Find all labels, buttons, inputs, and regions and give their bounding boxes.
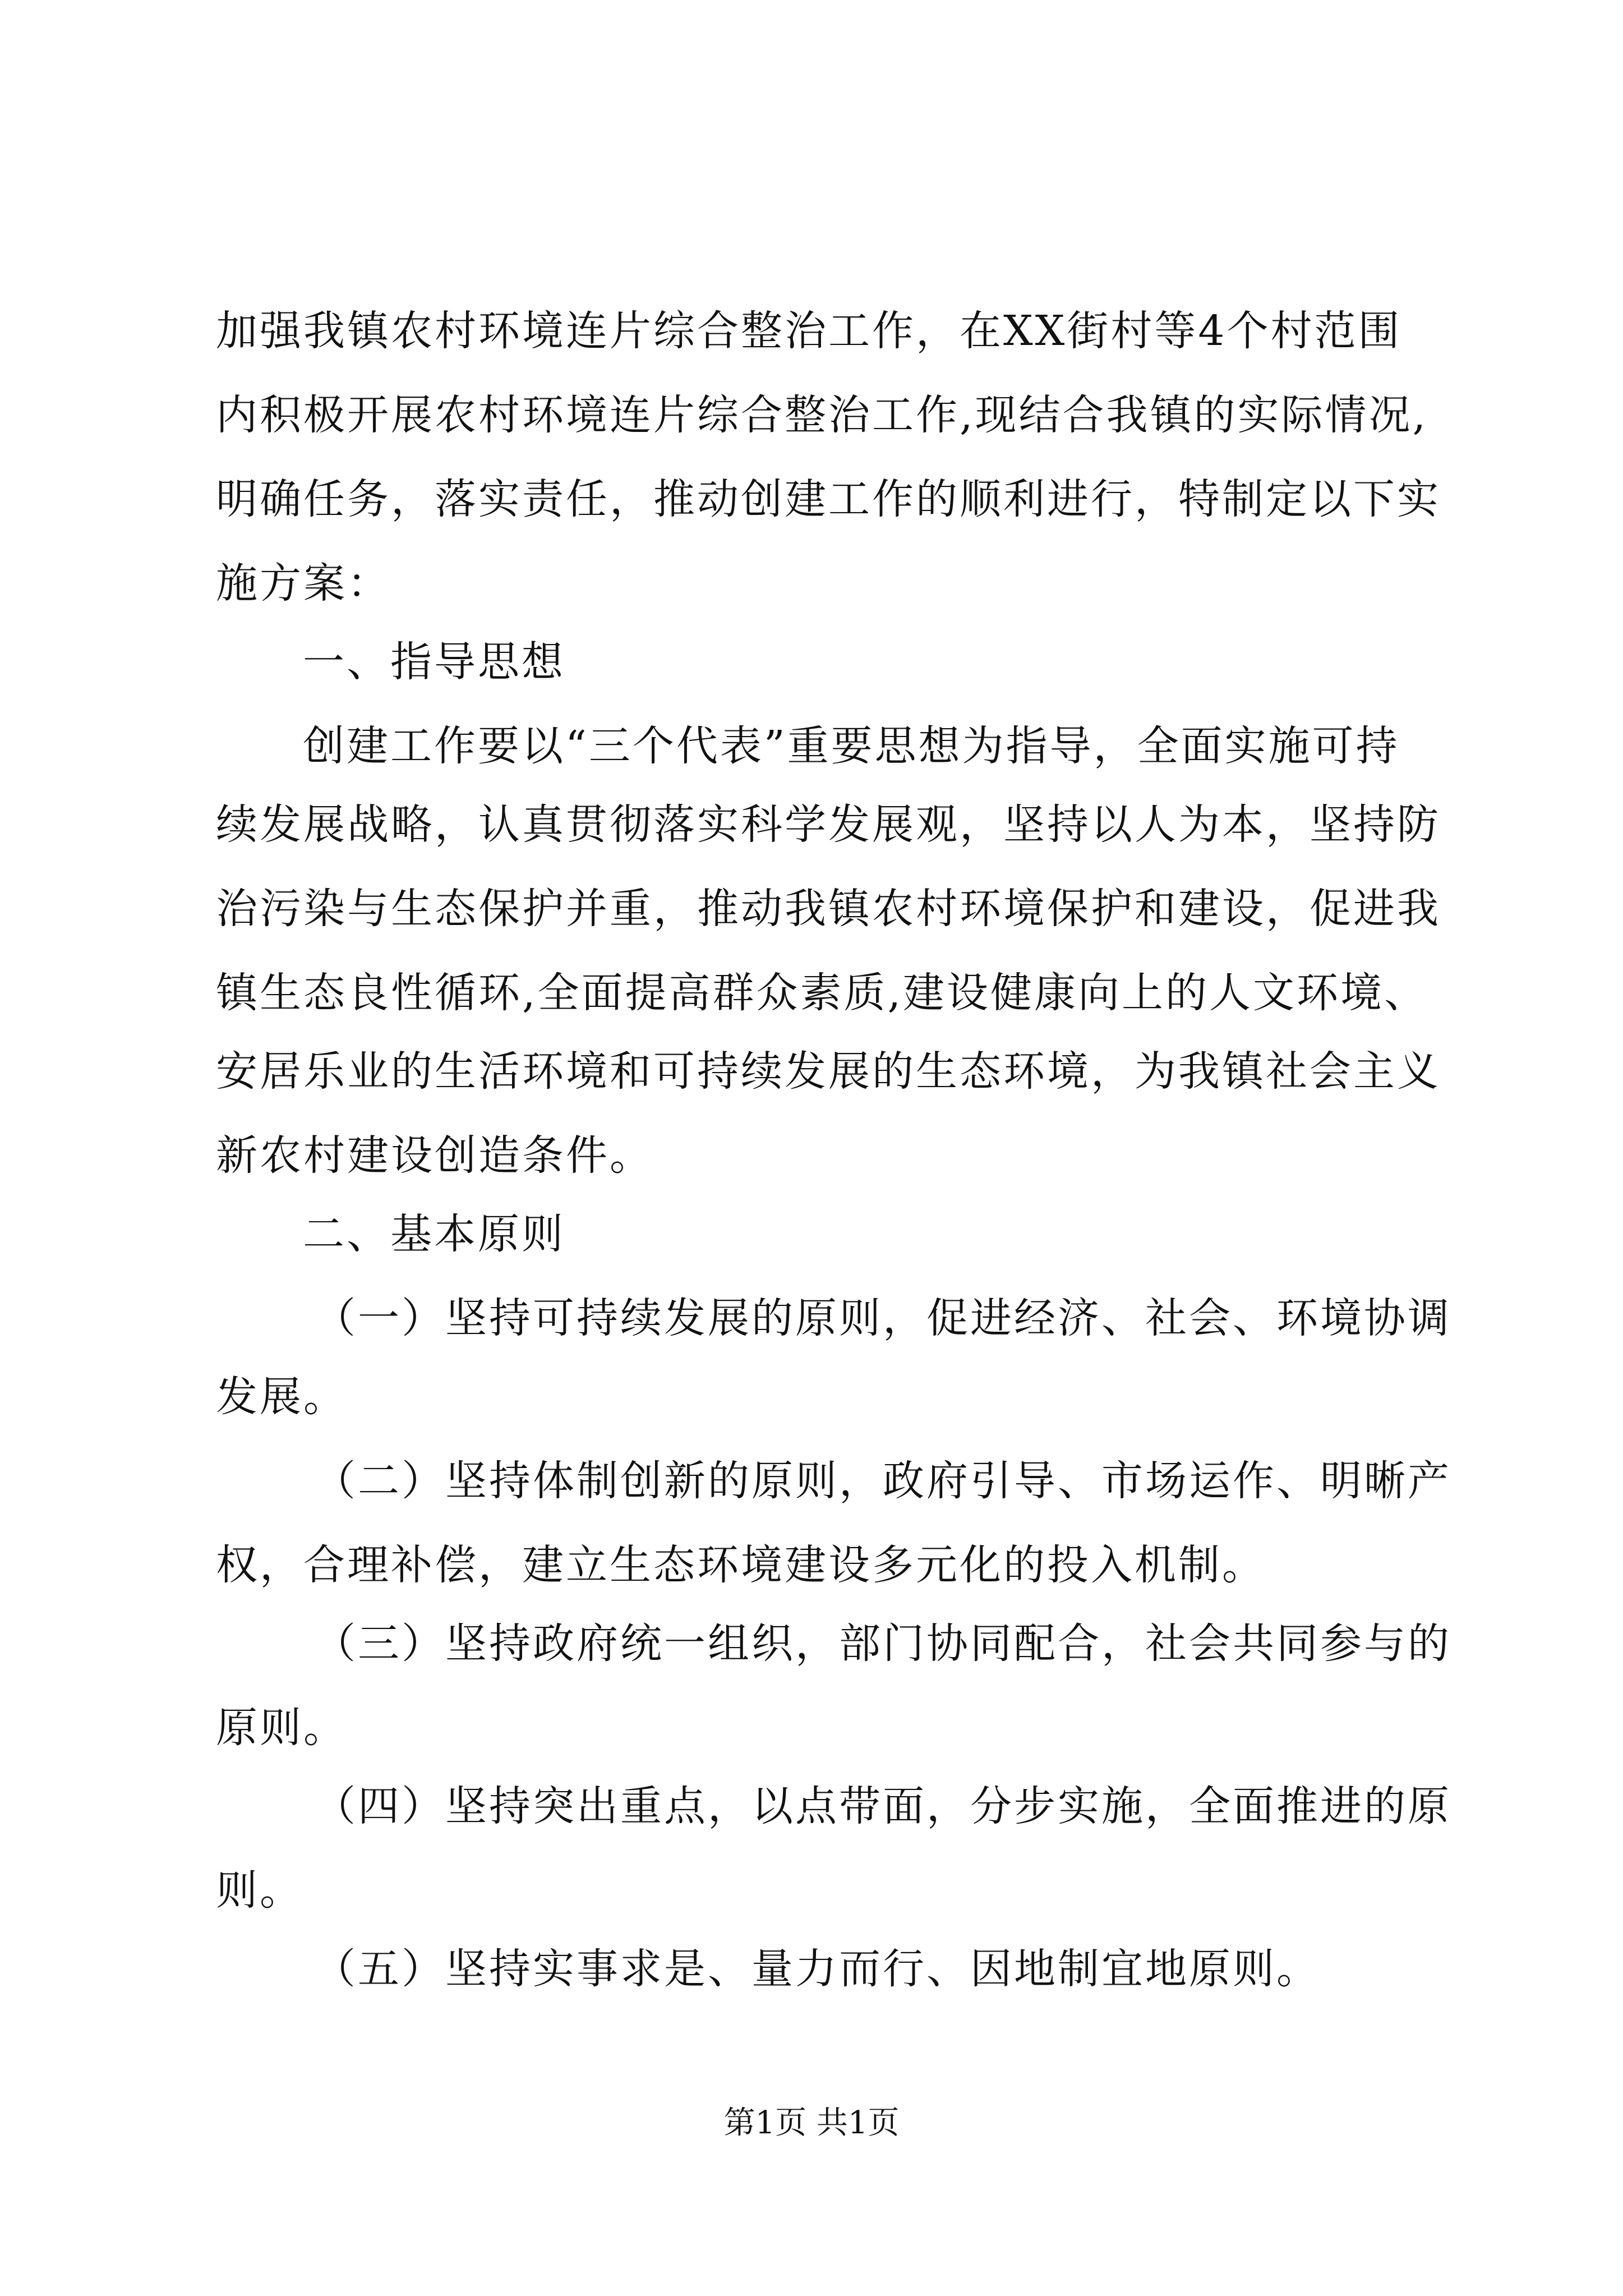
paragraph-line: 原则。 — [216, 1704, 347, 1752]
paragraph-line: 则。 — [216, 1866, 303, 1915]
section-heading: 二、基本原则 — [303, 1210, 565, 1258]
paragraph-line: 施方案： — [216, 559, 391, 608]
section-heading: 一、指导思想 — [303, 638, 565, 686]
paragraph-line: 新农村建设创造条件。 — [216, 1131, 653, 1180]
paragraph-line: 创建工作要以“三个代表”重要思想为指导，全面实施可持 — [303, 722, 1400, 770]
paragraph-line: 加强我镇农村环境连片综合整治工作，在XX街村等4个村范围 — [216, 307, 1402, 355]
paragraph-line: （五）坚持实事求是、量力而行、因地制宜地原则。 — [314, 1945, 1320, 1993]
paragraph-line: 发展。 — [216, 1373, 347, 1421]
paragraph-line: 镇生态良性循环,全面提高群众素质,建设健康向上的人文环境、 — [216, 969, 1428, 1017]
paragraph-line: 安居乐业的生活环境和可持续发展的生态环境，为我镇社会主义 — [216, 1047, 1441, 1096]
paragraph-line: （四）坚持突出重点，以点带面，分步实施，全面推进的原 — [314, 1782, 1451, 1830]
paragraph-line: 内积极开展农村环境连片综合整治工作,现结合我镇的实际情况, — [216, 391, 1428, 439]
paragraph-line: （一）坚持可持续发展的原则，促进经济、社会、环境协调 — [314, 1294, 1451, 1342]
paragraph-line: 明确任务，落实责任，推动创建工作的顺利进行，特制定以下实 — [216, 475, 1441, 523]
paragraph-line: 权，合理补偿，建立生态环境建设多元化的投入机制。 — [216, 1541, 1266, 1589]
paragraph-line: 治污染与生态保护并重，推动我镇农村环境保护和建设，促进我 — [216, 885, 1441, 933]
paragraph-line: （三）坚持政府统一组织，部门协同配合，社会共同参与的 — [314, 1619, 1451, 1668]
paragraph-line: 续发展战略，认真贯彻落实科学发展观，坚持以人为本，坚持防 — [216, 800, 1441, 849]
paragraph-line: （二）坚持体制创新的原则，政府引导、市场运作、明晰产 — [314, 1457, 1451, 1505]
page-footer: 第1页 共1页 — [723, 2105, 900, 2141]
